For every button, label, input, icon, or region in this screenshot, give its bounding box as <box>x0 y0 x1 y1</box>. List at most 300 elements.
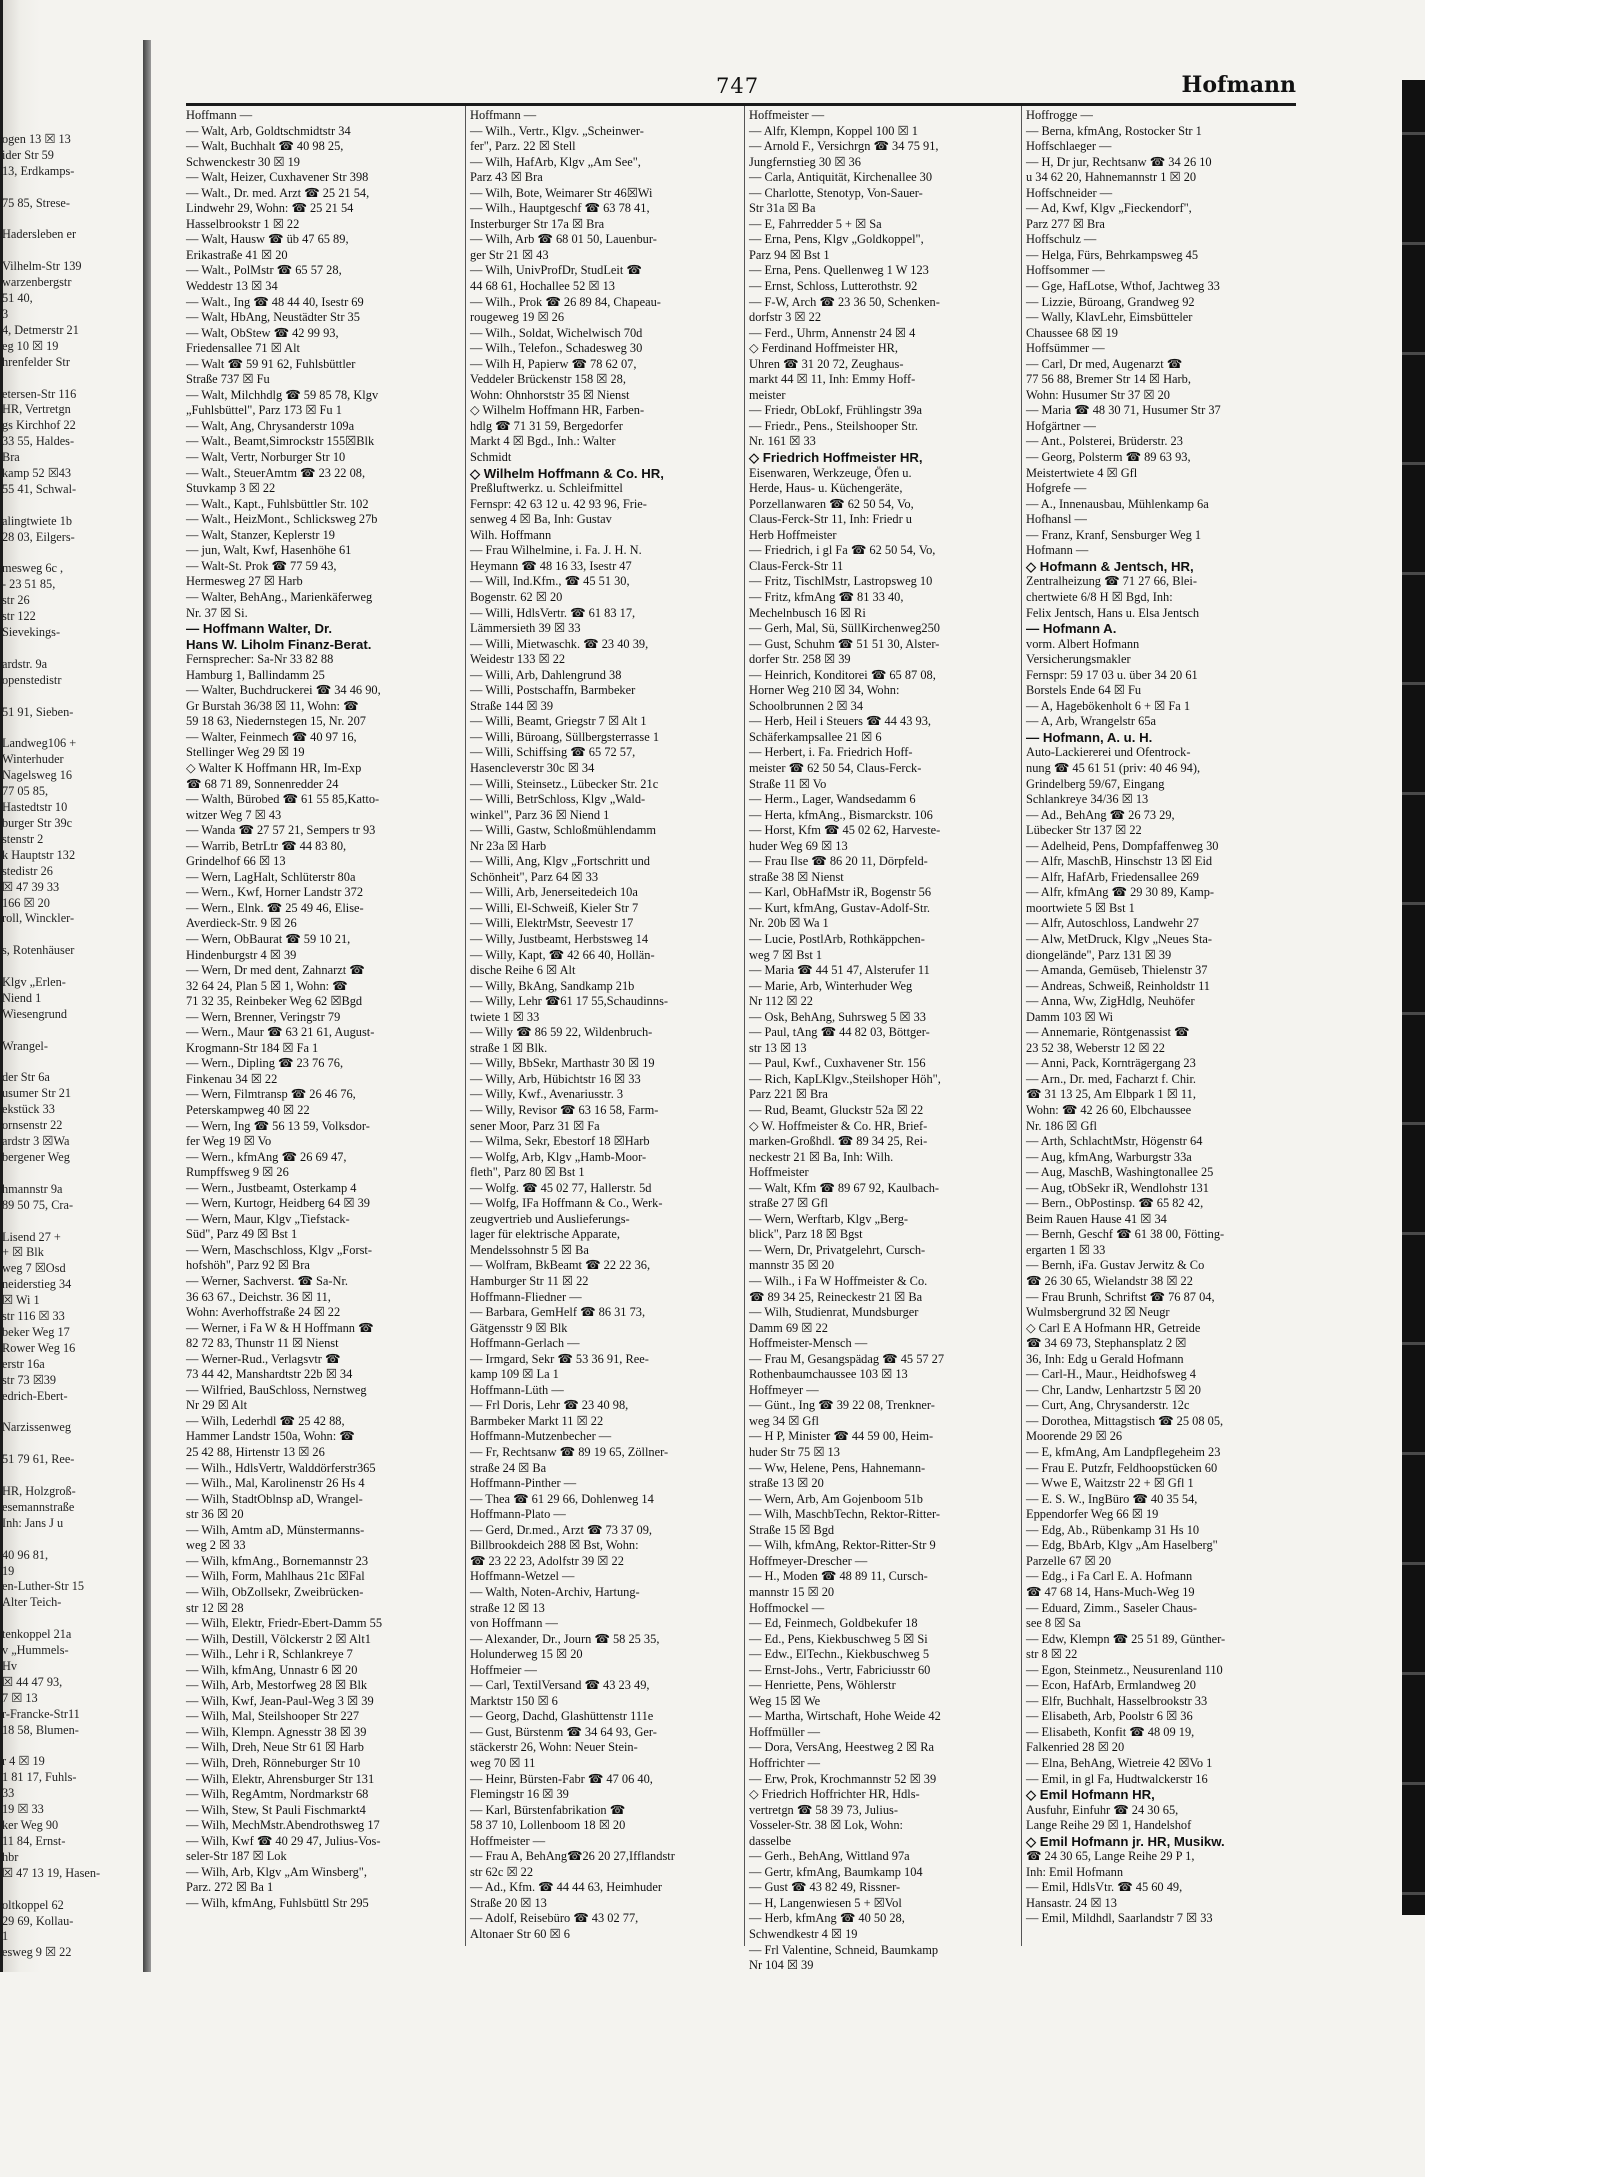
directory-entry: — Arnold F., Versichrgn ☎ 34 75 91, <box>749 139 939 154</box>
directory-entry: Barmbeker Markt 11 ☒ 22 <box>470 1413 604 1428</box>
directory-entry: marken-Großhdl. ☎ 89 34 25, Rei- <box>749 1134 928 1149</box>
left-fragment-line: ogen 13 ☒ 13 <box>2 132 71 146</box>
directory-entry: — Franz, Kranf, Sensburger Weg 1 <box>1026 527 1202 542</box>
directory-entry: Heymann ☎ 48 16 33, Isestr 47 <box>470 558 632 573</box>
directory-entry: seler-Str 187 ☒ Lok <box>186 1849 287 1864</box>
directory-entry: — Gust, Bürstenm ☎ 34 64 93, Ger- <box>470 1724 657 1739</box>
left-fragment-line: HR, Vertretgn <box>2 402 71 417</box>
directory-entry: — Willi, Mietwaschk. ☎ 23 40 39, <box>470 636 649 651</box>
directory-entry: — Walter, Feinmech ☎ 40 97 16, <box>186 729 357 744</box>
left-fragment-line: Hastedtstr 10 <box>2 800 68 815</box>
directory-entry: — Walt., Dr. med. Arzt ☎ 25 21 54, <box>186 185 370 200</box>
directory-entry: — Kurt, kfmAng, Gustav-Adolf-Str. <box>749 900 931 915</box>
directory-entry: Weddestr 13 ☒ 34 <box>186 279 278 294</box>
directory-entry: Weidestr 133 ☒ 22 <box>470 652 566 667</box>
directory-entry: meister ☎ 62 50 54, Claus-Ferck- <box>749 760 922 775</box>
directory-entry: Bogenstr. 62 ☒ 20 <box>470 589 563 604</box>
left-fragment-line: ardstr. 9a <box>2 656 48 671</box>
left-fragment-line: 7 ☒ 13 <box>2 1690 38 1705</box>
directory-entry: — Wilh, ObZollsekr, Zweibrücken- <box>186 1584 364 1599</box>
directory-entry: — Ernst-Johs., Vertr, Fabriciusstr 60 <box>749 1662 931 1677</box>
directory-entry: — Martha, Wirtschaft, Hohe Weide 42 <box>749 1709 941 1724</box>
directory-entry: — Wilh, Form, Mahlhaus 21c ☒Fal <box>186 1569 365 1584</box>
directory-entry: — Wilh., Prok ☎ 26 89 84, Chapeau- <box>470 294 661 309</box>
left-fragment-line: Wiesengrund <box>2 1006 68 1021</box>
directory-entry: — Walt., Beamt,Simrockstr 155☒Blk <box>186 434 375 449</box>
directory-entry: — Willy, Revisor ☎ 63 16 58, Farm- <box>470 1103 659 1117</box>
directory-entry: — H, Dr jur, Rechtsanw ☎ 34 26 10 <box>1026 154 1212 169</box>
directory-entry: Hindenburgstr 4 ☒ 39 <box>186 947 297 962</box>
left-fragment-line: warzenbergstr <box>2 275 72 290</box>
directory-entry: Hermesweg 27 ☒ Harb <box>186 574 303 589</box>
directory-entry: — Edg., i Fa Carl E. A. Hofmann <box>1026 1569 1193 1584</box>
directory-entry: — Maria ☎ 48 30 71, Husumer Str 37 <box>1026 403 1221 418</box>
directory-entry: — Walt, Arb, Goldtschmidtstr 34 <box>186 123 351 138</box>
directory-entry: — Walt, Buchhalt ☎ 40 98 25, <box>186 139 344 154</box>
directory-entry: — Wilh, Amtm aD, Münstermanns- <box>186 1522 365 1537</box>
directory-entry: neckestr 21 ☒ Ba, Inh: Wilh. <box>749 1149 894 1164</box>
directory-entry: — Wern, Brenner, Veringstr 79 <box>186 1009 341 1024</box>
directory-entry: weg 70 ☒ 11 <box>470 1755 536 1770</box>
left-fragment-line: 33 55, Haldes- <box>2 434 75 449</box>
directory-entry: ☎ 31 13 25, Am Elbpark 1 ☒ 11, <box>1026 1087 1196 1102</box>
directory-entry: dasselbe <box>749 1833 791 1848</box>
directory-entry: — Elna, BehAng, Wietreie 42 ☒Vo 1 <box>1026 1755 1213 1770</box>
directory-entry: — Frau Ilse ☎ 86 20 11, Dörpfeld- <box>749 854 928 869</box>
left-fragment-line: stedistr 26 <box>2 863 53 878</box>
left-fragment-line: 75 85, Strese- <box>2 195 70 210</box>
firm-listing: ◇ Emil Hofmann HR, <box>1026 1787 1155 1803</box>
directory-entry: — Frau A, BehAng☎26 20 27,Ifflandstr <box>470 1849 675 1864</box>
directory-entry: — Walt., SteuerAmtm ☎ 23 22 08, <box>186 465 366 480</box>
directory-entry: — Werner, i Fa W & H Hoffmann ☎ <box>186 1320 374 1335</box>
directory-entry: markt 44 ☒ 11, Inh: Emmy Hoff- <box>749 372 916 387</box>
directory-entry: Mendelssohnstr 5 ☒ Ba <box>470 1242 589 1257</box>
directory-entry: — Willy, BbSekr, Marthastr 30 ☒ 19 <box>470 1056 655 1071</box>
directory-entry: — Alfr, MaschB, Hinschstr 13 ☒ Eid <box>1026 854 1213 869</box>
directory-entry: Str 31a ☒ Ba <box>749 201 816 216</box>
surname-heading: Hoffmeyer-Drescher — <box>749 1553 868 1568</box>
left-fragment-line: ker Weg 90 <box>2 1818 59 1833</box>
directory-entry: 59 18 63, Niedernstegen 15, Nr. 207 <box>186 714 366 729</box>
directory-entry: — Willi, BetrSchloss, Klgv „Wald- <box>470 792 646 807</box>
directory-entry: — Wilh, Elektr, Ahrensburger Str 131 <box>186 1771 375 1786</box>
directory-entry: — Wilh, kfmAng., Bornemannstr 23 <box>186 1553 369 1568</box>
directory-entry: — Walth, Bürobed ☎ 61 55 85,Katto- <box>186 792 380 807</box>
surname-heading: Hoffmann — <box>186 108 253 122</box>
directory-entry: 44 68 61, Hochallee 52 ☒ 13 <box>470 279 615 294</box>
left-fragment-line: Hadersleben er <box>2 227 77 242</box>
directory-entry: 25 42 88, Hirtenstr 13 ☒ 26 <box>186 1445 325 1460</box>
directory-entry: lager für elektrische Apparate, <box>470 1227 620 1242</box>
directory-entry: — A, Hagebökenholt 6 + ☒ Fa 1 <box>1026 698 1191 713</box>
directory-entry: — Walt., HeizMont., Schlicksweg 27b <box>186 512 378 527</box>
directory-entry: — Willy, Arb, Hübichtstr 16 ☒ 33 <box>470 1071 641 1086</box>
directory-entry: Rothenbaumchaussee 103 ☒ 13 <box>749 1367 908 1382</box>
directory-entry: — Anni, Pack, Kornträgergang 23 <box>1026 1056 1196 1071</box>
left-fragment-line: str 122 <box>2 609 36 624</box>
directory-entry: — Wern., Maur ☎ 63 21 61, August- <box>186 1025 375 1040</box>
left-fragment-line: 51 40, <box>2 291 33 306</box>
left-fragment-line: neiderstieg 34 <box>2 1277 72 1292</box>
firm-listing: — Hofmann, A. u. H. <box>1026 729 1153 745</box>
left-fragment-line: str 116 ☒ 33 <box>2 1309 65 1324</box>
left-fragment-line: alingtwiete 1b <box>2 513 73 528</box>
left-fragment-line: usumer Str 21 <box>2 1086 71 1101</box>
directory-entry: 77 56 88, Bremer Str 14 ☒ Harb, <box>1026 372 1191 387</box>
directory-entry: — Wern, Filmtransp ☎ 26 46 76, <box>186 1087 356 1102</box>
directory-entry: Hansastr. 24 ☒ 13 <box>1026 1895 1117 1910</box>
directory-entry: Schoolbrunnen 2 ☒ 34 <box>749 698 864 713</box>
directory-entry: fer", Parz. 22 ☒ Stell <box>470 139 576 154</box>
directory-entry: ☎ 47 68 14, Hans-Much-Weg 19 <box>1026 1584 1195 1599</box>
firm-listing: ◇ Wilhelm Hoffmann & Co. HR, <box>470 465 664 481</box>
left-fragment-line <box>2 212 144 228</box>
directory-entry: moortwiete 5 ☒ Bst 1 <box>1026 900 1135 915</box>
left-fragment-line: tenkoppel 21a <box>2 1627 72 1642</box>
left-fragment-line: r-Francke-Str11 <box>2 1706 80 1721</box>
left-fragment-line: HR, Holzgroß- <box>2 1484 76 1499</box>
directory-entry: — Gertr, kfmAng, Baumkamp 104 <box>749 1864 923 1879</box>
directory-entry: huder Str 75 ☒ 13 <box>749 1445 840 1460</box>
directory-entry: — Herb, kfmAng ☎ 40 50 28, <box>749 1911 905 1926</box>
directory-entry: Fernspr: 42 63 12 u. 42 93 96, Frie- <box>470 496 647 511</box>
directory-entry: — Gerh., BehAng, Wittland 97a <box>749 1849 910 1864</box>
directory-entry: — Marie, Arb, Winterhuder Weg <box>749 978 913 993</box>
directory-entry: Schwenckestr 30 ☒ 19 <box>186 154 300 169</box>
directory-entry: — Willi, Postschaffn, Barmbeker <box>470 683 636 698</box>
directory-entry: — Willi, Ang, Klgv „Fortschritt und <box>470 854 650 869</box>
directory-entry: — Thea ☎ 61 29 66, Dohlenweg 14 <box>470 1491 654 1506</box>
directory-entry: Stuvkamp 3 ☒ 22 <box>186 481 276 496</box>
directory-entry: Gätgensstr 9 ☒ Blk <box>470 1320 568 1335</box>
directory-entry: — Walth, Noten-Archiv, Hartung- <box>470 1584 640 1599</box>
directory-entry: — Gerh, Mal, Sü, SüllKirchenweg250 <box>749 621 940 636</box>
directory-entry: stäckerstr 26, Wohn: Neuer Stein- <box>470 1740 638 1755</box>
left-fragment-line: beker Weg 17 <box>2 1324 70 1339</box>
directory-entry: Mechelnbusch 16 ☒ Ri <box>749 605 866 620</box>
surname-heading: Hoffmockel — <box>749 1600 825 1615</box>
left-fragment-line: k Hauptstr 132 <box>2 847 76 862</box>
directory-entry: — Frau E. Putzfr, Feldhoopstücken 60 <box>1026 1460 1218 1475</box>
directory-entry: — Frl Doris, Lehr ☎ 23 40 98, <box>470 1398 629 1413</box>
surname-heading: Hoffsümmer — <box>1026 341 1105 356</box>
surname-heading: Hoffschlaeger — <box>1026 139 1112 154</box>
left-fragment-line: 51 91, Sieben- <box>2 704 74 719</box>
directory-entry: — Warrib, BetrLtr ☎ 44 83 80, <box>186 838 347 853</box>
directory-entry: — Wern, Dr, Privatgelehrt, Cursch- <box>749 1242 926 1257</box>
directory-entry: Borstels Ende 64 ☒ Fu <box>1026 683 1142 698</box>
directory-entry: — E. S. W., IngBüro ☎ 40 35 54, <box>1026 1491 1198 1506</box>
directory-entry: dische Reihe 6 ☒ Alt <box>470 963 576 978</box>
surname-heading: Hoffmeister-Mensch — <box>749 1336 868 1351</box>
directory-entry: — Günt., Ing ☎ 39 22 08, Trenkner- <box>749 1398 935 1413</box>
left-fragment-line <box>2 1611 144 1627</box>
directory-entry: — Bernh, Geschf ☎ 61 38 00, Fötting- <box>1026 1227 1225 1242</box>
directory-entry: 32 64 24, Plan 5 ☒ 1, Wohn: ☎ <box>186 978 348 993</box>
directory-entry: ◇ Ferdinand Hoffmeister HR, <box>749 341 899 356</box>
surname-heading: Hofhansl — <box>1026 512 1087 527</box>
directory-entry: Claus-Ferck-Str 11, Inh: Friedr u <box>749 512 913 527</box>
surname-heading: von Hoffmann — <box>470 1616 558 1631</box>
surname-heading: Hoffmeister — <box>470 1833 546 1848</box>
left-fragment-line: erstr 16a <box>2 1356 45 1371</box>
directory-column-1 <box>186 108 466 1948</box>
directory-entry: — Willi, ElektrMstr, Seevestr 17 <box>470 916 634 931</box>
directory-entry: fleth", Parz 80 ☒ Bst 1 <box>470 1165 585 1180</box>
directory-entry: — Wally, KlavLehr, Eimsbütteler <box>1026 310 1193 325</box>
left-fragment-line: bergener Weg <box>2 1150 70 1164</box>
directory-entry: — Willi, Arb, Jenerseitedeich 10a <box>470 885 638 900</box>
left-fragment-line: mesweg 6c , <box>2 561 64 576</box>
directory-entry: Parz 94 ☒ Bst 1 <box>749 247 830 262</box>
directory-entry: — Edw, Klempn ☎ 25 51 89, Günther- <box>1026 1631 1226 1646</box>
left-fragment-line: 166 ☒ 20 <box>2 895 50 910</box>
directory-entry: Parz 221 ☒ Bra <box>749 1087 828 1102</box>
directory-entry: — Herta, kfmAng., Bismarckstr. 106 <box>749 807 933 822</box>
directory-entry: Schäferkampsallee 21 ☒ 6 <box>749 729 882 744</box>
directory-entry: — Adelheid, Pens, Dompfaffenweg 30 <box>1026 838 1219 853</box>
directory-entry: — Wern, ObBaurat ☎ 59 10 21, <box>186 931 351 946</box>
directory-entry: — Walt, Heizer, Cuxhavener Str 398 <box>186 170 369 185</box>
left-fragment-line: hmannstr 9a <box>2 1181 63 1196</box>
directory-entry: — Heinr, Bürsten-Fabr ☎ 47 06 40, <box>470 1771 653 1786</box>
directory-entry: — Walt, Ang, Chrysanderstr 109a <box>186 418 355 433</box>
left-fragment-line: ardstr 3 ☒Wa <box>2 1134 70 1149</box>
directory-entry: Hamburger Str 11 ☒ 22 <box>470 1274 589 1289</box>
directory-entry: Uhren ☎ 31 20 72, Zeughaus- <box>749 356 904 371</box>
directory-entry: Eisenwaren, Werkzeuge, Öfen u. <box>749 465 912 480</box>
directory-entry: — Rud, Beamt, Gluckstr 52a ☒ 22 <box>749 1103 924 1117</box>
left-fragment-line: 29 69, Kollau- <box>2 1913 74 1928</box>
directory-entry: — Elisabeth, Konfit ☎ 48 09 19, <box>1026 1724 1195 1739</box>
directory-entry: Claus-Ferck-Str 11 <box>749 558 844 573</box>
directory-entry: — Wern., kfmAng ☎ 26 69 47, <box>186 1149 347 1164</box>
left-fragment-line <box>2 959 144 975</box>
directory-entry: str 36 ☒ 20 <box>186 1507 244 1522</box>
directory-entry: Finkenau 34 ☒ 22 <box>186 1071 278 1086</box>
directory-entry: — Willy, Lehr ☎61 17 55,Schaudinns- <box>470 994 669 1009</box>
directory-entry: — Willy, Justbeamt, Herbstsweg 14 <box>470 931 649 946</box>
directory-entry: Weg 15 ☒ We <box>749 1693 821 1708</box>
directory-entry: Nr. 37 ☒ Si. <box>186 605 248 620</box>
directory-entry: — Gerd, Dr.med., Arzt ☎ 73 37 09, <box>470 1522 652 1537</box>
directory-entry: — Wilh, Arb ☎ 68 01 50, Lauenbur- <box>470 232 657 247</box>
directory-entry: — Dora, VersAng, Heestweg 2 ☒ Ra <box>749 1740 934 1755</box>
left-fragment-line <box>2 1055 144 1071</box>
directory-entry: 82 72 83, Thunstr 11 ☒ Nienst <box>186 1336 339 1351</box>
surname-heading: Hoffmeyer — <box>749 1382 819 1397</box>
left-fragment-line: 1 81 17, Fuhls- <box>2 1770 77 1785</box>
directory-entry: — A, Arb, Wrangelstr 65a <box>1026 714 1157 729</box>
directory-entry: — Wilh, MaschbTechn, Rektor-Ritter- <box>749 1507 940 1522</box>
directory-entry: — Wern., Dipling ☎ 23 76 76, <box>186 1056 344 1071</box>
directory-entry: — Ww, Helene, Pens, Hahnemann- <box>749 1460 926 1475</box>
directory-entry: — Wilh., Telefon., Schadesweg 30 <box>470 341 643 356</box>
directory-entry: — Wilh, Mal, Steilshooper Str 227 <box>186 1709 360 1724</box>
left-fragment-line: hbr <box>2 1849 19 1864</box>
directory-entry: — Wilh., Lehr i R, Schlankreye 7 <box>186 1647 353 1662</box>
directory-entry: — Dorothea, Mittagstisch ☎ 25 08 05, <box>1026 1413 1224 1428</box>
left-fragment-line: Wrangel- <box>2 1038 48 1053</box>
directory-entry: — Barbara, GemHelf ☎ 86 31 73, <box>470 1305 646 1320</box>
directory-entry: — Willi, El-Schweiß, Kieler Str 7 <box>470 900 639 915</box>
directory-entry: — Herm., Lager, Wandsedamm 6 <box>749 792 916 807</box>
directory-entry: Erikastraße 41 ☒ 20 <box>186 247 288 262</box>
directory-entry: — Willy, Kwf., Avenariusstr. 3 <box>470 1087 624 1102</box>
directory-entry: — Wilh., Soldat, Wichelwisch 70d <box>470 325 643 340</box>
directory-entry: 73 44 42, Manshardtstr 22b ☒ 34 <box>186 1367 353 1382</box>
left-fragment-line: 51 79 61, Ree- <box>2 1452 75 1467</box>
directory-entry: — Elisabeth, Arb, Poolstr 6 ☒ 36 <box>1026 1709 1193 1724</box>
directory-entry: — Alfr, Klempn, Koppel 100 ☒ 1 <box>749 123 918 138</box>
directory-entry: — Walter, Buchdruckerei ☎ 34 46 90, <box>186 683 381 698</box>
directory-entry: zeugvertrieb und Auslieferungs- <box>470 1211 630 1226</box>
directory-entry: — Carl-H., Maur., Heidhofsweg 4 <box>1026 1367 1196 1382</box>
surname-heading: Hoffmann-Pinther — <box>470 1476 577 1491</box>
directory-entry: — Alfr, kfmAng ☎ 29 30 89, Kamp- <box>1026 885 1215 900</box>
directory-entry: — H P, Minister ☎ 44 59 00, Heim- <box>749 1429 934 1444</box>
directory-entry: — Walt-St. Prok ☎ 77 59 43, <box>186 558 337 573</box>
directory-entry: — Alfr, Autoschloss, Landwehr 27 <box>1026 916 1199 931</box>
directory-entry: — Wanda ☎ 27 57 21, Sempers tr 93 <box>186 823 376 838</box>
directory-entry: Lämmersieth 39 ☒ 33 <box>470 621 581 636</box>
directory-entry: Straße 20 ☒ 13 <box>470 1895 547 1910</box>
directory-entry: nung ☎ 45 61 51 (priv: 40 46 94), <box>1026 760 1201 775</box>
directory-entry: Hamburg 1, Ballindamm 25 <box>186 667 325 682</box>
directory-entry: straße 24 ☒ Ba <box>470 1460 547 1475</box>
left-fragment-line: burger Str 39c <box>2 815 73 830</box>
directory-entry: — Walt, Kfm ☎ 89 67 92, Kaulbach- <box>749 1180 940 1195</box>
left-fragment-line: esemannstraße <box>2 1499 75 1514</box>
directory-entry: — Willi, HdlsVertr. ☎ 61 83 17, <box>470 605 636 620</box>
directory-entry: — Gge, HafLotse, Wthof, Jachtweg 33 <box>1026 279 1220 294</box>
left-fragment-line: Bra <box>2 450 20 465</box>
page-header <box>186 70 1296 100</box>
directory-entry: — Friedrich, i gl Fa ☎ 62 50 54, Vo, <box>749 543 936 558</box>
directory-entry: Billbrookdeich 288 ☒ Bst, Wohn: <box>470 1538 639 1553</box>
directory-entry: — Alw, MetDruck, Klgv „Neues Sta- <box>1026 931 1213 946</box>
directory-entry: Wohn: ☎ 42 26 60, Elbchaussee <box>1026 1103 1192 1117</box>
directory-entry: ◇ W. Hoffmeister & Co. HR, Brief- <box>749 1118 928 1133</box>
directory-entry: Vosseler-Str. 38 ☒ Lok, Wohn: <box>749 1818 903 1833</box>
directory-entry: Altonaer Str 60 ☒ 6 <box>470 1926 570 1941</box>
left-fragment-line: Klgv „Erlen- <box>2 975 66 990</box>
directory-entry: Peterskampweg 40 ☒ 22 <box>186 1103 310 1117</box>
directory-entry: hdlg ☎ 71 31 59, Bergedorfer <box>470 418 623 433</box>
directory-entry: — Edw., ElTechn., Kiekbuschweg 5 <box>749 1647 930 1662</box>
directory-entry: witzer Weg 7 ☒ 43 <box>186 807 282 822</box>
directory-entry: — Willi, Gastw, Schloßmühlendamm <box>470 823 657 838</box>
directory-entry: — Wolfg, Arb, Klgv „Hamb-Moor- <box>470 1149 647 1164</box>
left-fragment-line <box>2 371 144 387</box>
surname-heading: Hoffmüller — <box>749 1724 821 1739</box>
directory-entry: — Wolfram, BkBeamt ☎ 22 22 36, <box>470 1258 651 1273</box>
directory-entry: — Carl, Dr med, Augenarzt ☎ <box>1026 356 1183 371</box>
directory-entry: Hasencleverstr 30c ☒ 34 <box>470 760 595 775</box>
directory-entry: — jun, Walt, Kwf, Hasenhöhe 61 <box>186 543 352 558</box>
directory-entry: — Wilh, Destill, Völckerstr 2 ☒ Alt1 <box>186 1631 371 1646</box>
directory-entry: 36 63 67., Deichstr. 36 ☒ 11, <box>186 1289 331 1304</box>
directory-entry: — Walt, Milchhdlg ☎ 59 85 78, Klgv <box>186 387 379 402</box>
directory-entry: Hasselbrookstr 1 ☒ 22 <box>186 216 300 231</box>
left-fragment-line: 19 ☒ 33 <box>2 1802 44 1817</box>
directory-entry: — Wern, Maur, Klgv „Tiefstack- <box>186 1211 350 1226</box>
directory-entry: — Wilh, Arb, Mestorfweg 28 ☒ Blk <box>186 1678 368 1693</box>
directory-entry: — Aug, MaschB, Washingtonallee 25 <box>1026 1165 1214 1180</box>
left-fragment-line: Nagelsweg 16 <box>2 768 73 783</box>
directory-entry: — Heinrich, Konditorei ☎ 65 87 08, <box>749 667 936 682</box>
directory-entry: — Ed., Pens, Kiekbuschweg 5 ☒ Si <box>749 1631 928 1646</box>
directory-column-3 <box>749 108 1029 1973</box>
left-fragment-line: Alter Teich- <box>2 1595 62 1610</box>
left-fragment-line: Vilhelm-Str 139 <box>2 259 82 274</box>
directory-entry: — Alfr, HafArb, Friedensallee 269 <box>1026 869 1199 884</box>
directory-entry: — Wolfg. ☎ 45 02 77, Hallerstr. 5d <box>470 1180 652 1195</box>
surname-heading: Hofmann — <box>1026 543 1089 558</box>
directory-entry: „Fuhlsbüttel", Parz 173 ☒ Fu 1 <box>186 403 342 418</box>
page-number: 747 <box>716 74 760 98</box>
directory-entry: — Friedr., Pens., Steilshooper Str. <box>749 418 918 433</box>
surname-heading: Hofgrefe — <box>1026 481 1087 496</box>
directory-entry: — Wern, LagHalt, Schlüterstr 80a <box>186 869 356 884</box>
surname-heading: Hoffrichter — <box>749 1755 820 1770</box>
directory-entry: Nr. 20b ☒ Wa 1 <box>749 916 829 931</box>
directory-entry: — Osk, BehAng, Suhrsweg 5 ☒ 33 <box>749 1009 927 1024</box>
directory-entry: — Erna, Pens. Quellenweg 1 W 123 <box>749 263 929 278</box>
directory-entry: ◇ Wilhelm Hoffmann HR, Farben- <box>470 403 645 418</box>
directory-entry: ergarten 1 ☒ 33 <box>1026 1242 1106 1257</box>
directory-entry: — Egon, Steinmetz., Neusurenland 110 <box>1026 1662 1223 1677</box>
surname-heading: Hoffschulz — <box>1026 232 1097 247</box>
left-fragment-line: 13, Erdkamps- <box>2 163 75 178</box>
directory-entry: Parzelle 67 ☒ 20 <box>1026 1553 1112 1568</box>
book-spine <box>1402 80 1425 1915</box>
surname-heading: Hoffrogge — <box>1026 108 1093 122</box>
directory-entry: Meistertwiete 4 ☒ Gfl <box>1026 465 1138 480</box>
left-fragment-line: 11 84, Ernst- <box>2 1833 66 1848</box>
left-fragment-line: Winterhuder <box>2 752 64 767</box>
left-fragment-line: str 73 ☒39 <box>2 1372 57 1387</box>
left-fragment-line: Landweg106 + <box>2 736 77 751</box>
directory-entry: Nr 29 ☒ Alt <box>186 1398 248 1413</box>
directory-entry: — Emil, in gl Fa, Hudtwalckerstr 16 <box>1026 1771 1208 1786</box>
surname-heading: Hoffsommer — <box>1026 263 1105 278</box>
directory-entry: ☎ 26 30 65, Wielandstr 38 ☒ 22 <box>1026 1274 1193 1289</box>
directory-entry: — Wilh, MechMstr.Abendrothsweg 17 <box>186 1818 380 1833</box>
directory-entry: weg 7 ☒ Bst 1 <box>749 947 823 962</box>
directory-entry: — Wilh, Klempn. Agnesstr 38 ☒ 39 <box>186 1724 367 1739</box>
directory-entry: — Wilh, StadtOblnsp aD, Wrangel- <box>186 1491 363 1506</box>
directory-entry: — Fritz, TischlMstr, Lastropsweg 10 <box>749 574 933 589</box>
directory-entry: Krogmann-Str 184 ☒ Fa 1 <box>186 1040 319 1055</box>
directory-entry: — Wilh, Elektr, Friedr-Ebert-Damm 55 <box>186 1616 383 1631</box>
directory-entry: — Will, Ind.Kfm., ☎ 45 51 30, <box>470 574 630 589</box>
directory-entry: Grindelberg 59/67, Eingang <box>1026 776 1165 791</box>
left-fragment-line: Rower Weg 16 <box>2 1340 76 1355</box>
directory-entry: — Ferd., Uhrm, Annenstr 24 ☒ 4 <box>749 325 916 340</box>
directory-entry: Versicherungsmakler <box>1026 652 1131 667</box>
directory-entry: — Aug, kfmAng, Warburgstr 33a <box>1026 1149 1192 1164</box>
directory-entry: u 34 62 20, Hahnemannstr 1 ☒ 20 <box>1026 170 1197 185</box>
firm-listing: — Hoffmann Walter, Dr. <box>186 621 333 637</box>
directory-entry: — Wern, Kurtogr, Heidberg 64 ☒ 39 <box>186 1196 370 1211</box>
directory-entry: — Elfr, Buchhalt, Hasselbrookstr 33 <box>1026 1693 1208 1708</box>
left-fragment-line: esweg 9 ☒ 22 <box>2 1945 72 1960</box>
surname-heading: Hoffmann-Mutzenbecher — <box>470 1429 612 1444</box>
directory-entry: — Willi, Beamt, Griegstr 7 ☒ Alt 1 <box>470 714 647 729</box>
directory-entry: Rumpffsweg 9 ☒ 26 <box>186 1165 289 1180</box>
